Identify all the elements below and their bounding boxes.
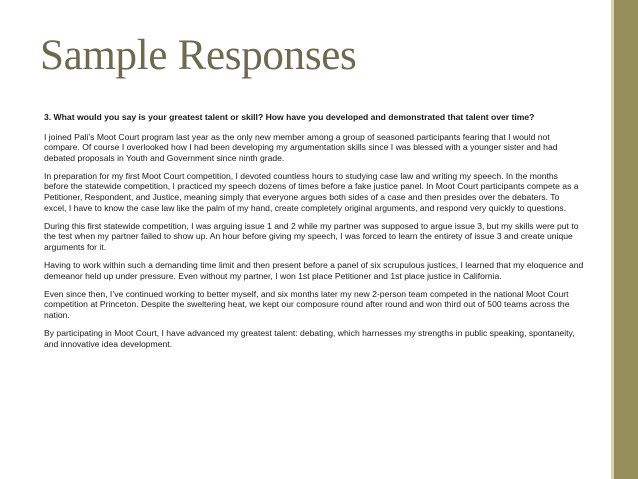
- accent-side-bar: [614, 0, 638, 479]
- paragraph-1: I joined Pali’s Moot Court program last year as the only new member among a group of seasoned participants fearing that I would not compare. Of course I overlooked how I had been developing my argumentation skills since I was blessed with a younger sister and had debated proposals in Youth and Government since ninth grade.: [44, 131, 558, 163]
- question-text: 3. What would you say is your greatest talent or skill? How have you developed and demonstrated that talent over time?: [44, 112, 535, 122]
- paragraph-4: Having to work within such a demanding time limit and then present before a panel of six scrupulous justices, I learned that my eloquence and demeanor held up under pressure. Even without my partner, I won 1st place Petitioner and 1st place justice in California.: [44, 260, 584, 281]
- slide-title: Sample Responses: [40, 32, 357, 79]
- paragraph-5: Even since then, I’ve continued working to better myself, and six months later my new 2-person team competed in the national Moot Court competition at Princeton. Despite the sweltering heat, we kept our composure round after round and won third out of 500 teams across the nation.: [44, 288, 570, 320]
- paragraph-2: In preparation for my first Moot Court competition, I devoted countless hours to studying case law and writing my speech. In the months before the statewide competition, I practiced my speech dozens of times before a fake justice panel. In Moot Court participants compete as a Petitioner, Respondent, and Justice, meaning simply that everyone argues both sides of a case and then presides over the debaters. To excel, I have to know the case law like the palm of my hand, create completely original arguments, and respond very quickly to questions.: [44, 170, 579, 213]
- paragraph-3: During this first statewide competition, I was arguing issue 1 and 2 while my partner was supposed to argue issue 3, but my skills were put to the test when my partner failed to show up. An hour before giving my speech, I was forced to learn the entirety of issue 3 and create unique arguments for it.: [44, 220, 579, 252]
- slide-body: [44, 112, 584, 357]
- paragraph-6: By participating in Moot Court, I have advanced my greatest talent: debating, which harnesses my strengths in public speaking, spontaneity, and innovative idea development.: [44, 328, 575, 349]
